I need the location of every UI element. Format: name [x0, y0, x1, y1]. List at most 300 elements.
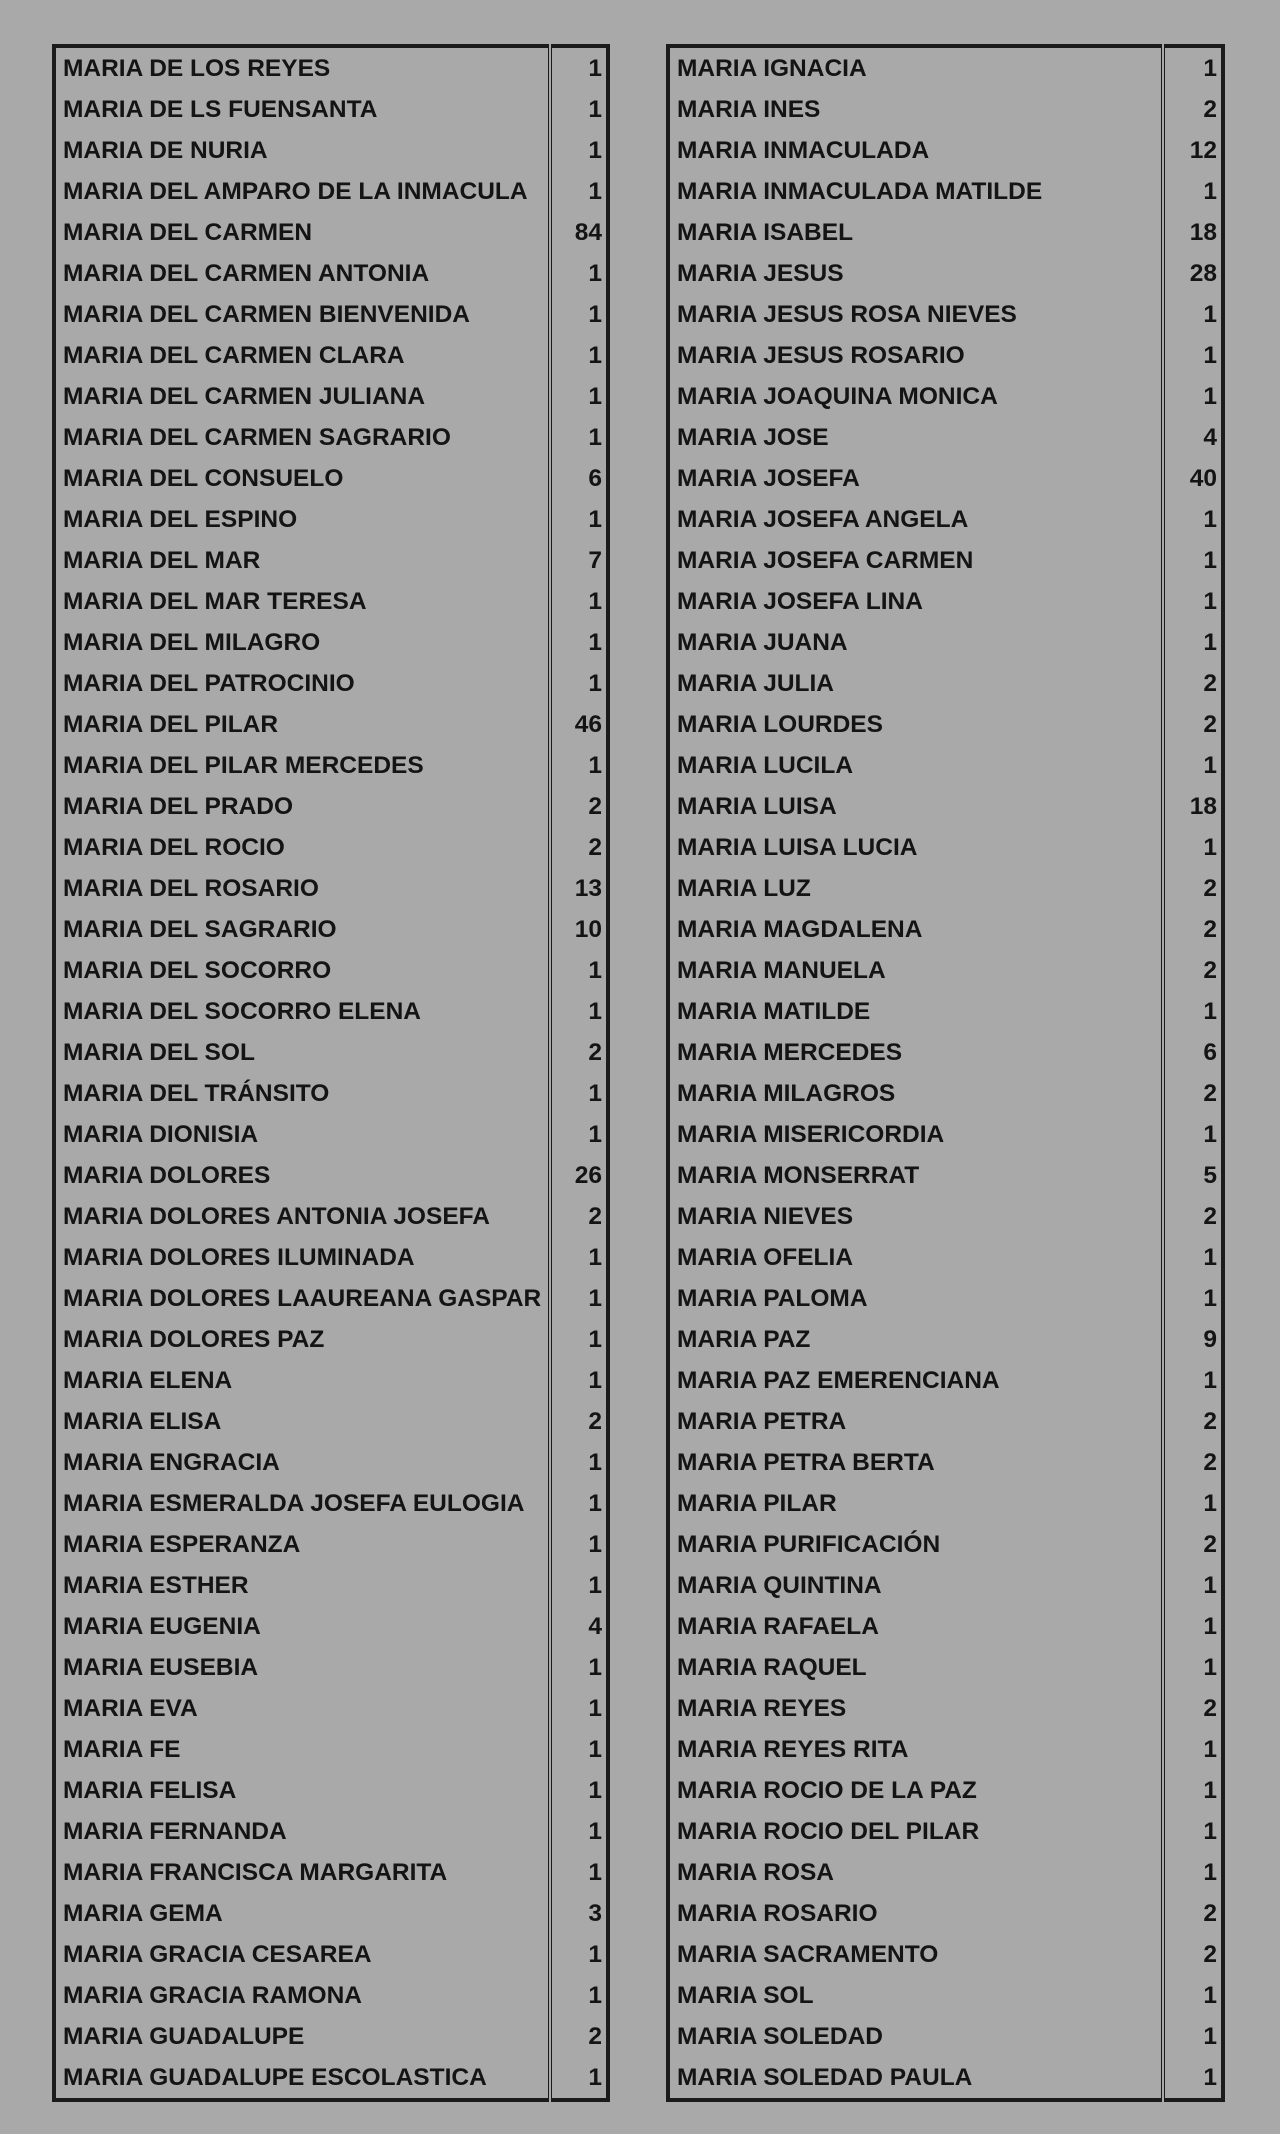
name-cell: MARIA DOLORES ANTONIA JOSEFA [63, 1203, 490, 1230]
table-row [54, 1442, 608, 1483]
count-cell: 1 [550, 376, 608, 417]
count-cell: 12 [1163, 130, 1223, 171]
name-cell: MARIA DE NURIA [63, 137, 268, 164]
table-row [54, 1688, 608, 1729]
table-row [54, 786, 608, 827]
count-cell: 1 [1163, 1483, 1223, 1524]
count-cell: 26 [550, 1155, 608, 1196]
name-cell: MARIA LUZ [677, 875, 811, 902]
count-cell: 1 [1163, 1852, 1223, 1893]
count-cell: 2 [1163, 1688, 1223, 1729]
count-cell: 1 [550, 1647, 608, 1688]
name-cell: MARIA ROSA [677, 1859, 834, 1886]
table-row [668, 2057, 1223, 2100]
count-cell: 2 [550, 1401, 608, 1442]
count-cell: 1 [1163, 1565, 1223, 1606]
count-cell: 1 [550, 581, 608, 622]
table-row [54, 663, 608, 704]
name-cell: MARIA DEL SAGRARIO [63, 916, 337, 943]
count-cell: 1 [1163, 745, 1223, 786]
count-cell: 7 [550, 540, 608, 581]
table-row [668, 1688, 1223, 1729]
table-row [668, 1729, 1223, 1770]
table-row [668, 1032, 1223, 1073]
count-cell: 1 [550, 1688, 608, 1729]
table-row [668, 294, 1223, 335]
count-cell: 2 [550, 827, 608, 868]
count-cell: 1 [550, 2057, 608, 2100]
name-cell: MARIA DEL SOCORRO ELENA [63, 998, 421, 1025]
count-cell: 1 [1163, 46, 1223, 89]
name-cell: MARIA DEL CARMEN SAGRARIO [63, 424, 451, 451]
count-cell: 1 [1163, 294, 1223, 335]
count-cell: 5 [1163, 1155, 1223, 1196]
table-row [54, 868, 608, 909]
table-row [668, 950, 1223, 991]
table-row [54, 1811, 608, 1852]
count-cell: 1 [1163, 335, 1223, 376]
name-cell: MARIA DEL MAR [63, 547, 261, 574]
table-row [54, 622, 608, 663]
table-row [668, 1524, 1223, 1565]
count-cell: 6 [550, 458, 608, 499]
name-cell: MARIA ROSARIO [677, 1900, 878, 1927]
name-cell: MARIA PAZ [677, 1326, 811, 1353]
table-row [54, 1114, 608, 1155]
table-row [668, 704, 1223, 745]
count-cell: 2 [1163, 1934, 1223, 1975]
count-cell: 1 [550, 991, 608, 1032]
name-cell: MARIA PETRA [677, 1408, 847, 1435]
name-cell: MARIA GEMA [63, 1900, 223, 1927]
table-row [668, 1237, 1223, 1278]
count-cell: 46 [550, 704, 608, 745]
count-cell: 2 [550, 1032, 608, 1073]
name-cell: MARIA DEL AMPARO DE LA INMACULA [63, 178, 528, 205]
name-cell: MARIA RAFAELA [677, 1613, 879, 1640]
name-cell: MARIA MILAGROS [677, 1080, 896, 1107]
name-cell: MARIA ROCIO DE LA PAZ [677, 1777, 977, 1804]
name-cell: MARIA ENGRACIA [63, 1449, 280, 1476]
count-cell: 1 [1163, 1975, 1223, 2016]
name-cell: MARIA DEL ESPINO [63, 506, 298, 533]
name-cell: MARIA EUGENIA [63, 1613, 261, 1640]
name-cell: MARIA LOURDES [677, 711, 883, 738]
table-row [668, 868, 1223, 909]
count-cell: 2 [1163, 1073, 1223, 1114]
table-row [668, 2016, 1223, 2057]
name-cell: MARIA DEL PRADO [63, 793, 294, 820]
name-cell: MARIA DEL PILAR [63, 711, 279, 738]
count-cell: 18 [1163, 212, 1223, 253]
table-row [54, 1155, 608, 1196]
count-cell: 28 [1163, 253, 1223, 294]
name-cell: MARIA JESUS [677, 260, 844, 287]
table-row [54, 212, 608, 253]
table-row [54, 417, 608, 458]
name-cell: MARIA DEL CARMEN BIENVENIDA [63, 301, 470, 328]
count-cell: 1 [1163, 1811, 1223, 1852]
count-cell: 18 [1163, 786, 1223, 827]
name-cell: MARIA PAZ EMERENCIANA [677, 1367, 1000, 1394]
table-row [668, 1934, 1223, 1975]
table-row [668, 253, 1223, 294]
name-cell: MARIA FE [63, 1736, 181, 1763]
name-cell: MARIA GUADALUPE [63, 2023, 305, 2050]
count-cell: 1 [1163, 2016, 1223, 2057]
count-cell: 2 [550, 786, 608, 827]
name-cell: MARIA MAGDALENA [677, 916, 923, 943]
table-row [54, 89, 608, 130]
table-row [668, 827, 1223, 868]
table-row [54, 1729, 608, 1770]
table-row [668, 212, 1223, 253]
table-row [668, 991, 1223, 1032]
table-row [54, 1975, 608, 2016]
count-cell: 4 [1163, 417, 1223, 458]
count-cell: 1 [1163, 1647, 1223, 1688]
table-row [54, 1565, 608, 1606]
name-cell: MARIA DEL PILAR MERCEDES [63, 752, 424, 779]
name-cell: MARIA DEL CARMEN [63, 219, 313, 246]
name-cell: MARIA JOSEFA ANGELA [677, 506, 969, 533]
count-cell: 1 [1163, 1360, 1223, 1401]
name-cell: MARIA DOLORES LAAUREANA GASPAR [63, 1285, 542, 1312]
name-cell: MARIA ROCIO DEL PILAR [677, 1818, 980, 1845]
count-cell: 1 [550, 1278, 608, 1319]
count-cell: 1 [550, 1565, 608, 1606]
count-cell: 1 [550, 1975, 608, 2016]
count-cell: 1 [1163, 171, 1223, 212]
table-row [668, 335, 1223, 376]
table-row [668, 417, 1223, 458]
count-cell: 1 [550, 1770, 608, 1811]
table-row [668, 1401, 1223, 1442]
table-row [668, 663, 1223, 704]
table-row [54, 46, 608, 89]
name-cell: MARIA PURIFICACIÓN [677, 1531, 941, 1558]
table-row [668, 1975, 1223, 2016]
name-cell: MARIA DEL MAR TERESA [63, 588, 367, 615]
name-cell: MARIA PALOMA [677, 1285, 868, 1312]
name-cell: MARIA NIEVES [677, 1203, 854, 1230]
table-row [54, 1073, 608, 1114]
count-cell: 1 [550, 1442, 608, 1483]
name-cell: MARIA LUISA [677, 793, 837, 820]
count-cell: 2 [1163, 1893, 1223, 1934]
name-cell: MARIA DEL ROSARIO [63, 875, 319, 902]
count-cell: 1 [550, 1852, 608, 1893]
count-cell: 2 [1163, 950, 1223, 991]
count-cell: 1 [550, 1360, 608, 1401]
count-cell: 1 [1163, 499, 1223, 540]
table-row [668, 540, 1223, 581]
table-row [54, 335, 608, 376]
table-row [54, 1893, 608, 1934]
table-row [668, 89, 1223, 130]
table-row [668, 1811, 1223, 1852]
count-cell: 1 [1163, 581, 1223, 622]
table-row [668, 1770, 1223, 1811]
name-cell: MARIA DEL PATROCINIO [63, 670, 355, 697]
table-row [54, 130, 608, 171]
name-cell: MARIA SOLEDAD PAULA [677, 2064, 973, 2091]
name-cell: MARIA MERCEDES [677, 1039, 903, 1066]
count-cell: 1 [550, 1811, 608, 1852]
table-row [668, 499, 1223, 540]
table-row [668, 1893, 1223, 1934]
name-cell: MARIA DEL CARMEN CLARA [63, 342, 405, 369]
table-row [668, 171, 1223, 212]
name-cell: MARIA MISERICORDIA [677, 1121, 945, 1148]
count-cell: 2 [1163, 909, 1223, 950]
name-cell: MARIA DE LOS REYES [63, 55, 331, 82]
table-row [54, 991, 608, 1032]
count-cell: 1 [1163, 1606, 1223, 1647]
name-cell: MARIA ESPERANZA [63, 1531, 301, 1558]
count-cell: 1 [550, 1237, 608, 1278]
name-cell: MARIA JULIA [677, 670, 834, 697]
name-cell: MARIA PETRA BERTA [677, 1449, 935, 1476]
name-cell: MARIA LUISA LUCIA [677, 834, 918, 861]
count-cell: 10 [550, 909, 608, 950]
name-cell: MARIA IGNACIA [677, 55, 867, 82]
count-cell: 3 [550, 1893, 608, 1934]
count-cell: 1 [550, 253, 608, 294]
table-row [668, 46, 1223, 89]
table-row [54, 1319, 608, 1360]
name-cell: MARIA JOAQUINA MONICA [677, 383, 998, 410]
table-row [54, 950, 608, 991]
name-cell: MARIA PILAR [677, 1490, 837, 1517]
name-cell: MARIA REYES [677, 1695, 847, 1722]
table-row [54, 1934, 608, 1975]
table-row [54, 1606, 608, 1647]
name-cell: MARIA JOSEFA [677, 465, 860, 492]
count-cell: 2 [1163, 663, 1223, 704]
count-cell: 1 [550, 1319, 608, 1360]
count-cell: 1 [1163, 1278, 1223, 1319]
count-cell: 1 [550, 46, 608, 89]
table-row [54, 1196, 608, 1237]
table-row [54, 827, 608, 868]
names-table-right [666, 44, 1225, 2102]
table-row [54, 499, 608, 540]
name-cell: MARIA MATILDE [677, 998, 871, 1025]
name-cell: MARIA ESMERALDA JOSEFA EULOGIA [63, 1490, 525, 1517]
name-cell: MARIA DOLORES PAZ [63, 1326, 325, 1353]
name-cell: MARIA JESUS ROSA NIEVES [677, 301, 1017, 328]
count-cell: 1 [550, 499, 608, 540]
table-row [668, 1606, 1223, 1647]
table-row [54, 909, 608, 950]
table-row [668, 458, 1223, 499]
name-cell: MARIA JOSEFA CARMEN [677, 547, 974, 574]
count-cell: 1 [550, 294, 608, 335]
name-cell: MARIA GRACIA RAMONA [63, 1982, 362, 2009]
count-cell: 2 [1163, 89, 1223, 130]
table-row [54, 1237, 608, 1278]
name-cell: MARIA LUCILA [677, 752, 854, 779]
count-cell: 13 [550, 868, 608, 909]
name-cell: MARIA DEL MILAGRO [63, 629, 321, 656]
count-cell: 1 [550, 335, 608, 376]
name-cell: MARIA DIONISIA [63, 1121, 259, 1148]
count-cell: 1 [1163, 827, 1223, 868]
name-cell: MARIA FELISA [63, 1777, 237, 1804]
name-cell: MARIA DE LS FUENSANTA [63, 96, 378, 123]
table-row [54, 581, 608, 622]
table-row [668, 1278, 1223, 1319]
count-cell: 1 [1163, 1770, 1223, 1811]
table-row [668, 1319, 1223, 1360]
table-row [54, 540, 608, 581]
table-row [54, 294, 608, 335]
table-row [54, 458, 608, 499]
table-row [668, 1196, 1223, 1237]
name-cell: MARIA MANUELA [677, 957, 886, 984]
name-cell: MARIA FERNANDA [63, 1818, 287, 1845]
name-cell: MARIA SOL [677, 1982, 814, 2009]
name-cell: MARIA QUINTINA [677, 1572, 882, 1599]
name-cell: MARIA JOSE [677, 424, 829, 451]
table-row [54, 2016, 608, 2057]
name-cell: MARIA INMACULADA MATILDE [677, 178, 1043, 205]
table-row [54, 1483, 608, 1524]
name-cell: MARIA JESUS ROSARIO [677, 342, 965, 369]
table-row [668, 1073, 1223, 1114]
table-row [54, 704, 608, 745]
table-row [668, 909, 1223, 950]
names-table-right-body [668, 46, 1223, 2100]
table-row [54, 1032, 608, 1073]
count-cell: 1 [550, 622, 608, 663]
count-cell: 2 [1163, 704, 1223, 745]
name-cell: MARIA JOSEFA LINA [677, 588, 923, 615]
name-cell: MARIA MONSERRAT [677, 1162, 920, 1189]
names-table-left-body [54, 46, 608, 2100]
count-cell: 2 [1163, 1196, 1223, 1237]
count-cell: 1 [1163, 376, 1223, 417]
count-cell: 1 [550, 1524, 608, 1565]
name-cell: MARIA DEL SOL [63, 1039, 255, 1066]
count-cell: 1 [1163, 2057, 1223, 2100]
table-row [54, 171, 608, 212]
count-cell: 1 [550, 1073, 608, 1114]
table-row [54, 1278, 608, 1319]
table-row [668, 130, 1223, 171]
name-cell: MARIA ELENA [63, 1367, 233, 1394]
name-cell: MARIA INMACULADA [677, 137, 930, 164]
table-row [668, 1360, 1223, 1401]
count-cell: 1 [550, 417, 608, 458]
table-row [54, 1401, 608, 1442]
table-row [54, 2057, 608, 2100]
count-cell: 1 [550, 1114, 608, 1155]
count-cell: 1 [550, 130, 608, 171]
table-row [54, 376, 608, 417]
name-cell: MARIA FRANCISCA MARGARITA [63, 1859, 448, 1886]
count-cell: 40 [1163, 458, 1223, 499]
count-cell: 2 [1163, 1524, 1223, 1565]
count-cell: 1 [550, 950, 608, 991]
count-cell: 2 [1163, 868, 1223, 909]
count-cell: 4 [550, 1606, 608, 1647]
table-row [54, 1770, 608, 1811]
count-cell: 1 [550, 745, 608, 786]
table-row [54, 1852, 608, 1893]
table-row [668, 1442, 1223, 1483]
table-row [668, 581, 1223, 622]
name-cell: MARIA REYES RITA [677, 1736, 909, 1763]
name-cell: MARIA DEL TRÁNSITO [63, 1080, 330, 1107]
name-cell: MARIA JUANA [677, 629, 848, 656]
table-row [668, 1565, 1223, 1606]
count-cell: 2 [1163, 1401, 1223, 1442]
count-cell: 2 [550, 1196, 608, 1237]
table-row [54, 1647, 608, 1688]
name-cell: MARIA SACRAMENTO [677, 1941, 939, 1968]
name-cell: MARIA ISABEL [677, 219, 854, 246]
count-cell: 1 [1163, 991, 1223, 1032]
count-cell: 1 [550, 1729, 608, 1770]
name-cell: MARIA SOLEDAD [677, 2023, 883, 2050]
name-cell: MARIA DEL SOCORRO [63, 957, 332, 984]
name-cell: MARIA GUADALUPE ESCOLASTICA [63, 2064, 487, 2091]
name-cell: MARIA GRACIA CESAREA [63, 1941, 372, 1968]
count-cell: 1 [1163, 540, 1223, 581]
count-cell: 1 [550, 1934, 608, 1975]
name-cell: MARIA INES [677, 96, 821, 123]
table-row [54, 1360, 608, 1401]
name-cell: MARIA DOLORES [63, 1162, 271, 1189]
name-cell: MARIA ELISA [63, 1408, 222, 1435]
table-row [668, 786, 1223, 827]
count-cell: 2 [550, 2016, 608, 2057]
count-cell: 1 [1163, 1237, 1223, 1278]
count-cell: 1 [550, 171, 608, 212]
table-row [668, 1114, 1223, 1155]
count-cell: 9 [1163, 1319, 1223, 1360]
table-row [54, 745, 608, 786]
name-cell: MARIA RAQUEL [677, 1654, 867, 1681]
count-cell: 1 [550, 89, 608, 130]
count-cell: 6 [1163, 1032, 1223, 1073]
table-row [668, 745, 1223, 786]
name-cell: MARIA EVA [63, 1695, 198, 1722]
name-cell: MARIA DEL ROCIO [63, 834, 285, 861]
table-row [668, 376, 1223, 417]
name-cell: MARIA OFELIA [677, 1244, 854, 1271]
table-row [668, 622, 1223, 663]
table-row [54, 1524, 608, 1565]
count-cell: 1 [550, 663, 608, 704]
count-cell: 1 [1163, 1114, 1223, 1155]
table-row [54, 253, 608, 294]
count-cell: 1 [1163, 622, 1223, 663]
names-table-left [52, 44, 610, 2102]
count-cell: 1 [1163, 1729, 1223, 1770]
table-row [668, 1852, 1223, 1893]
name-cell: MARIA DOLORES ILUMINADA [63, 1244, 415, 1271]
count-cell: 84 [550, 212, 608, 253]
count-cell: 2 [1163, 1442, 1223, 1483]
table-row [668, 1647, 1223, 1688]
table-row [668, 1155, 1223, 1196]
count-cell: 1 [550, 1483, 608, 1524]
name-cell: MARIA DEL CARMEN JULIANA [63, 383, 426, 410]
name-cell: MARIA DEL CARMEN ANTONIA [63, 260, 430, 287]
